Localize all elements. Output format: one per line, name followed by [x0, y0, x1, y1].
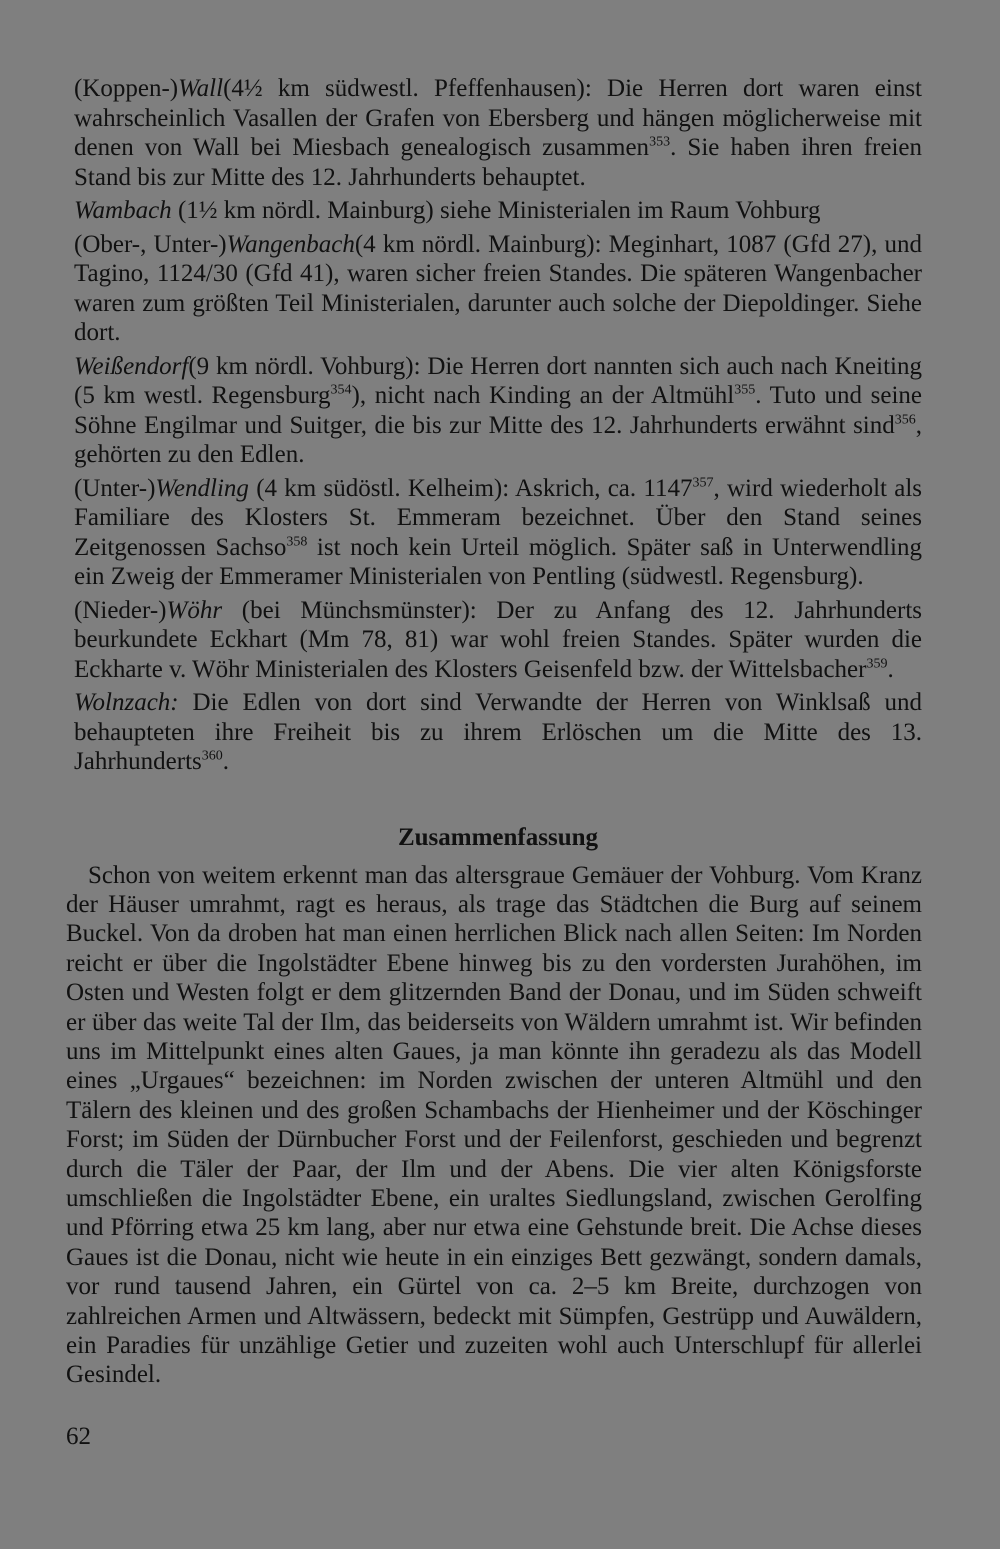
- entry-text: (4 km südöstl. Kelheim): Askrich, ca. 1147: [248, 474, 693, 502]
- entry-place: Wendling: [155, 474, 249, 502]
- entry-text: ), nicht nach Kinding an der Altmühl: [351, 382, 735, 409]
- section-heading: Zusammenfassung: [397, 823, 599, 851]
- entry-wall: [74, 74, 922, 192]
- entry-place: Weißendorf: [74, 352, 189, 380]
- entry-weissendorf: [74, 352, 922, 470]
- entry-place: Wöhr: [166, 596, 223, 624]
- summary-paragraph: Schon von weitem erkennt man das altersgraue Gemäuer der Vohburg. Vom Kranz der Häuser umrahmt, ragt es heraus, als trage das Städtchen die Burg auf seinem Buckel. Von da droben hat man einen herrlichen Blick nach allen Seiten: Im Norden reicht er über die Ingolstädter Ebene hinweg bis zu den vordersten Jurahöhen, im Osten und Westen folgt er dem glitzernden Band der Donau, und im Süden schweift er über das weite Tal der Ilm, das beiderseits von Wäldern umrahmt ist. Wir befinden uns im Mittelpunkt eines alten Gaues, ja man könnte ihn geradezu als das Modell eines „Urgaues“ bezeichnen: im Norden zwischen der unteren Altmühl und den Tälern des kleinen und des großen Schambachs der Hienheimer und der Köschinger Forst; im Süden der Dürnbucher Forst und der Feilenforst, geschieden und begrenzt durch die Täler der Paar, der Ilm und der Abens. Die vier alten Königsforste umschließen die Ingolstädter Ebene, ein uraltes Siedlungsland, zwischen Gerolfing und Pförring etwa 25 km lang, aber nur etwa eine Gehstunde breit. Die Achse dieses Gaues ist die Donau, nicht wie heute in ein einziges Bett gezwängt, sondern damals, vor rund tausend Jahren, ein Gürtel von ca. 2–5 km Breite, durchzogen von zahlreichen Armen und Altwässern, bedeckt mit Sümpfen, Gestrüpp und Auwäldern, ein Paradies für unzählige Getier und zuzeiten wohl auch Unterschlupf für allerlei Gesindel.: [66, 861, 922, 1389]
- entry-prefix: (Unter-): [74, 474, 156, 502]
- footnote-ref: 353: [649, 134, 671, 150]
- entry-wolnzach: [74, 688, 922, 777]
- entry-text: , wird wiederholt als Familiare des Klosters St. Emmeram bezeichnet. Über den Stand seines Zeitgenossen Sachso: [74, 474, 922, 561]
- entry-prefix: (Ober-, Unter-): [74, 230, 227, 258]
- footnote-ref: 355: [734, 382, 756, 398]
- entry-prefix: (Koppen-): [74, 75, 179, 102]
- page-number: 62: [66, 1423, 91, 1450]
- page-content: [66, 74, 923, 1390]
- footnote-ref: 357: [692, 475, 714, 491]
- entry-text: (bei Münchsmünster): Der zu Anfang des 12. Jahrhunderts beurkundete Eckhart (Mm 78, 81) war wohl freien Standes. Später wurden die Eckharte v. Wöhr Ministerialen des Klosters Geisenfeld bzw. der Wittelsbacher: [74, 596, 922, 683]
- entry-text: ist noch kein Urteil möglich. Später saß in Unterwendling ein Zweig der Emmeramer Ministerialen von Pentling (südwestl. Regensburg).: [74, 533, 923, 590]
- entry-text: .: [222, 748, 229, 775]
- entry-place: Wambach: [74, 197, 172, 224]
- entry-place: Wangenbach: [226, 230, 355, 258]
- footnote-ref: 356: [894, 412, 916, 428]
- entry-text: . Sie haben ihren freien Stand bis zur Mitte des 12. Jahrhunderts behauptet.: [74, 134, 922, 191]
- entry-place: Wolnzach:: [74, 689, 179, 716]
- entry-prefix: (Nieder-): [74, 596, 167, 624]
- entry-text: (9 km nördl. Vohburg): Die Herren dort nannten sich auch nach Kneiting (5 km westl. Regensburg: [74, 352, 922, 409]
- entry-text: (4 km nördl. Mainburg): Meginhart, 1087 (Gfd 27), und Tagino, 1124/30 (Gfd 41), waren sicher freien Standes. Die späteren Wangenbacher waren zum größten Teil Ministerialen, darunter auch solche der Diepoldinger. Siehe dort.: [74, 230, 922, 346]
- entry-text: .: [887, 655, 894, 683]
- entry-text: (4½ km südwestl. Pfeffenhausen): Die Herren dort waren einst wahrscheinlich Vasallen der Grafen von Ebersberg und hängen möglicherweise mit denen von Wall bei Miesbach genealogisch zusammen: [74, 75, 922, 161]
- footnote-ref: 354: [330, 382, 352, 398]
- entry-text: , gehörten zu den Edlen.: [74, 411, 922, 468]
- entry-place: Wall: [178, 75, 224, 102]
- footnote-ref: 358: [286, 534, 308, 550]
- entry-text: . Tuto und seine Söhne Engilmar und Suitger, die bis zur Mitte des 12. Jahrhunderts erwähnt sind: [74, 382, 922, 439]
- entry-text: (1½ km nördl. Mainburg) siehe Ministerialen im Raum Vohburg: [171, 197, 821, 224]
- entry-wangenbach: [74, 230, 922, 348]
- entry-woehr: [74, 596, 922, 685]
- footnote-ref: 359: [866, 656, 888, 672]
- footnote-ref: 360: [201, 748, 223, 764]
- entry-text: Die Edlen von dort sind Verwandte der Herren von Winklsaß und behaupteten ihre Freiheit bis zu ihrem Erlöschen um die Mitte des 13. Jahrhunderts: [74, 689, 922, 775]
- entry-wendling: [74, 474, 922, 592]
- entry-wambach: [74, 196, 922, 226]
